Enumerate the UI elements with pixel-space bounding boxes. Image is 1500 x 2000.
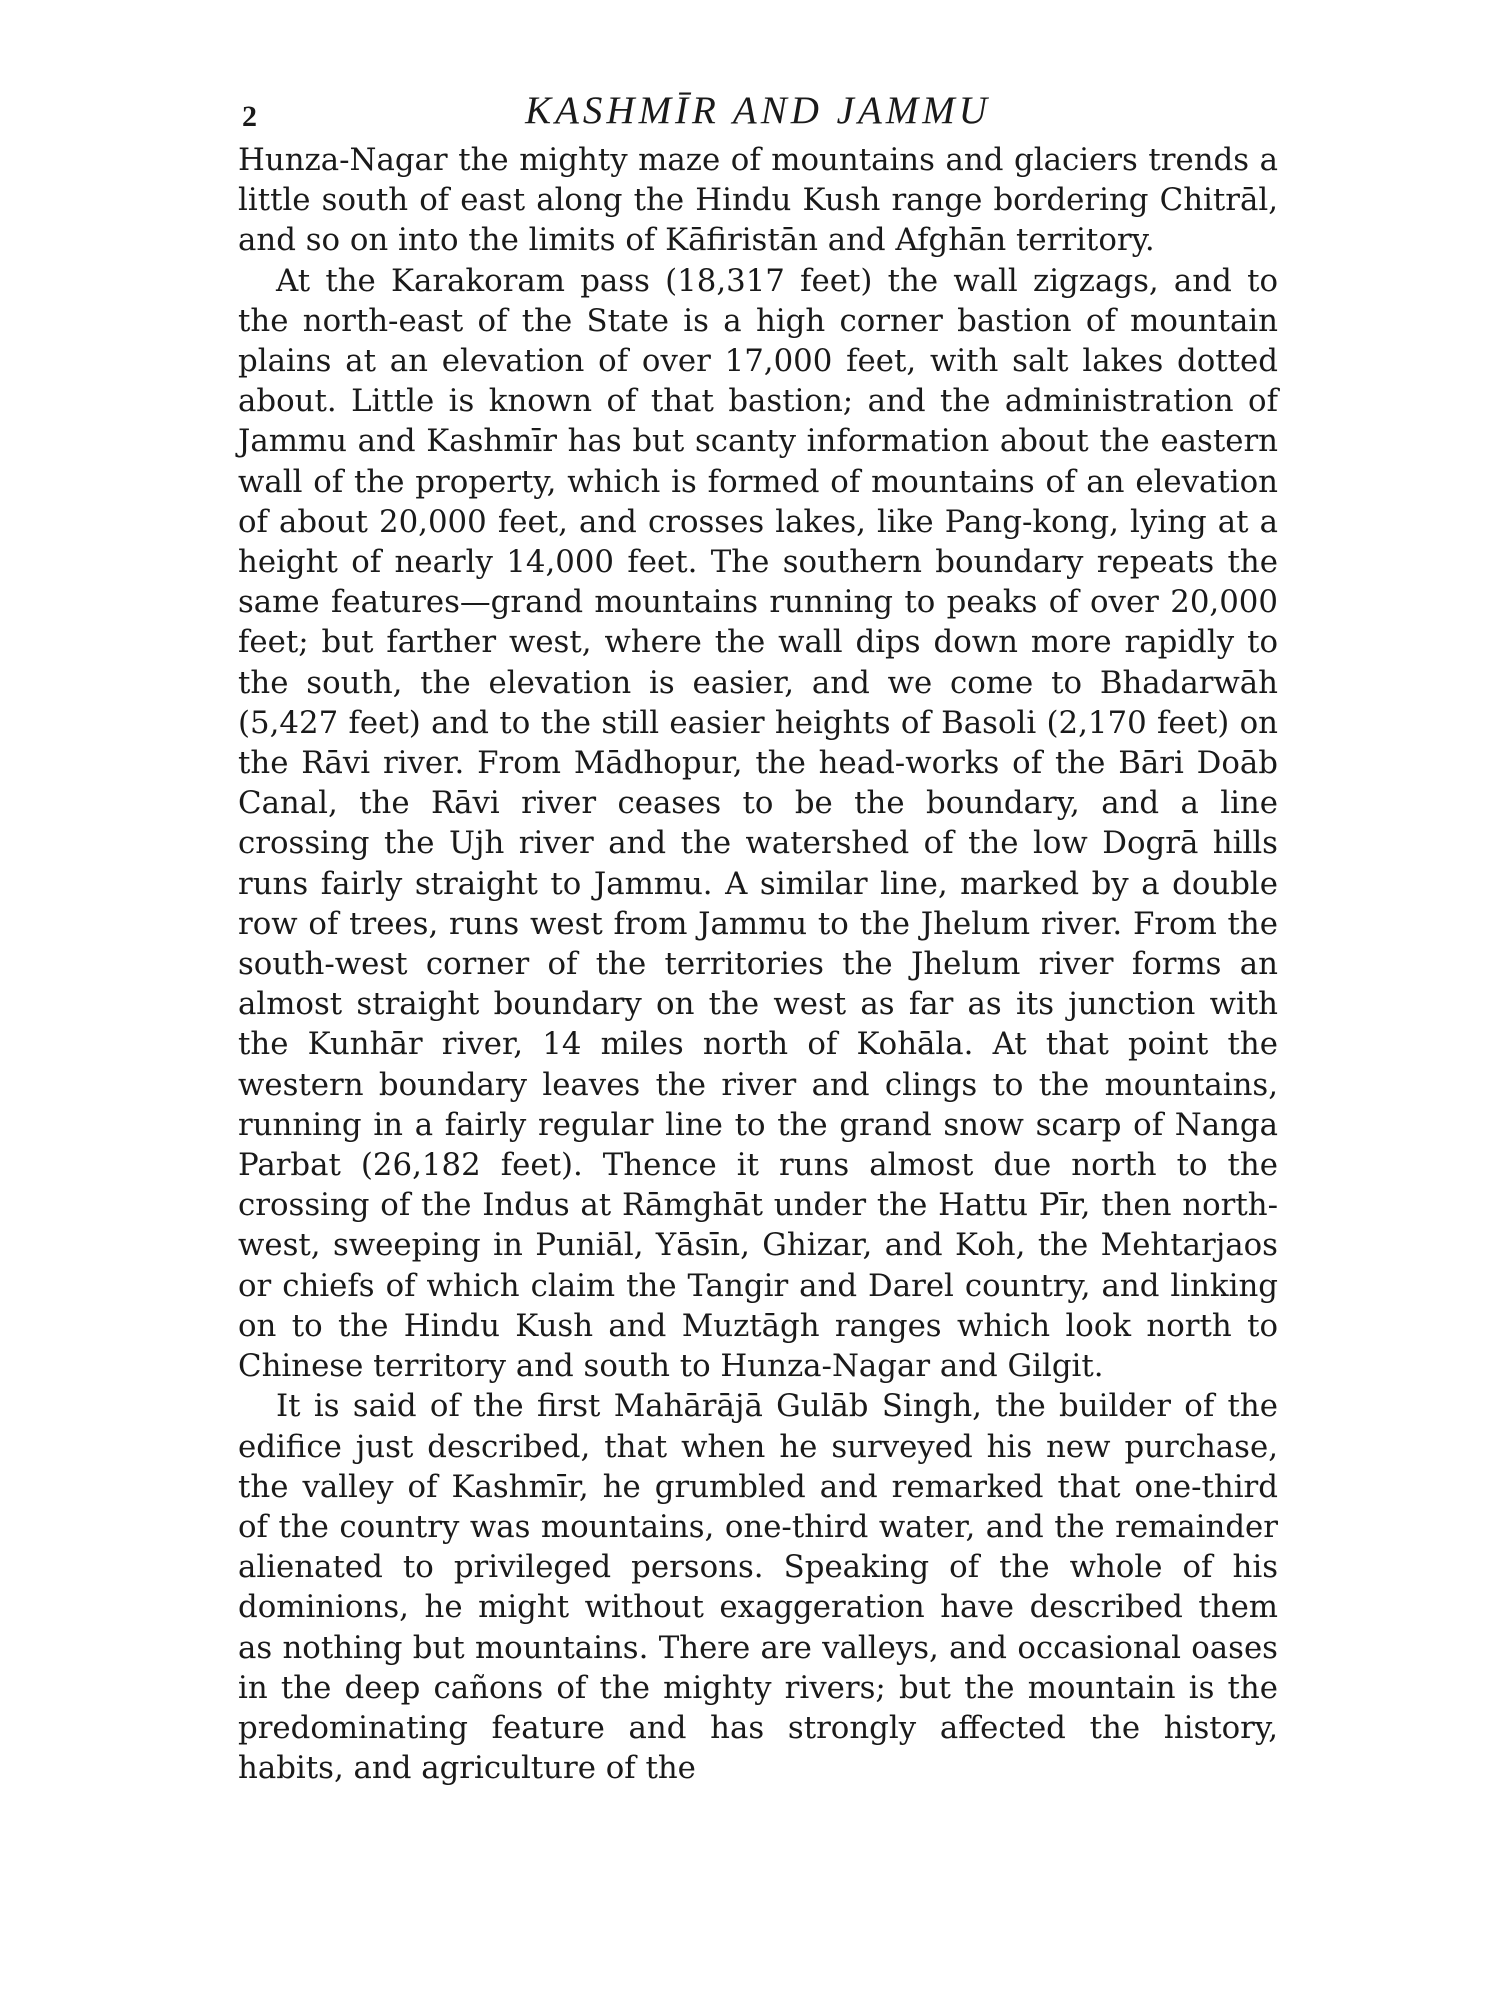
- body-text: [238, 140, 1278, 1788]
- running-head: [238, 80, 1278, 140]
- book-page: [238, 80, 1278, 1788]
- paragraph-gulab-singh: It is said of the first Mahārājā Gulāb Singh, the builder of the edifice just described, that when he surveyed his new purchase, the valley of Kashmīr, he grumbled and remarked that one-third of the country was mountains, one-third water, and the remainder alienated to privileged persons. Speaking of the whole of his dominions, he might without exaggeration have described them as nothing but mountains. There are valleys, and occasional oases in the deep cañons of the mighty rivers; but the mountain is the predominating feature and has strongly affected the history, habits, and agriculture of the: [238, 1388, 1278, 1787]
- page-number: 2: [242, 100, 257, 133]
- running-title: KASHMĪR AND JAMMU: [525, 89, 991, 132]
- paragraph-continued: Hunza-Nagar the mighty maze of mountains and glaciers trends a little south of east along the Hindu Kush range bordering Chitrāl, and so on into the limits of Kāfiristān and Afghān territory.: [238, 142, 1278, 259]
- paragraph-boundaries: At the Karakoram pass (18,317 feet) the wall zigzags, and to the north-east of the State is a high corner bastion of mountain plains at an elevation of over 17,000 feet, with salt lakes dotted about. Little is known of that bastion; and the administration of Jammu and Kashmīr has but scanty information about the eastern wall of the property, which is formed of mountains of an elevation of about 20,000 feet, and crosses lakes, like Pang-kong, lying at a height of nearly 14,000 feet. The southern boundary repeats the same features—grand mountains running to peaks of over 20,000 feet; but farther west, where the wall dips down more rapidly to the south, the elevation is easier, and we come to Bhadarwāh (5,427 feet) and to the still easier heights of Basoli (2,170 feet) on the Rāvi river. From Mādhopur, the head-works of the Bāri Doāb Canal, the Rāvi river ceases to be the boundary, and a line crossing the Ujh river and the watershed of the low Dogrā hills runs fairly straight to Jammu. A similar line, marked by a double row of trees, runs west from Jammu to the Jhelum river. From the south-west corner of the territories the Jhelum river forms an almost straight boundary on the west as far as its junction with the Kunhār river, 14 miles north of Kohāla. At that point the western boundary leaves the river and clings to the mountains, running in a fairly regular line to the grand snow scarp of Nanga Parbat (26,182 feet). Thence it runs almost due north to the crossing of the Indus at Rāmghāt under the Hattu Pīr, then north-west, sweeping in Puniāl, Yāsīn, Ghizar, and Koh, the Mehtarjaos or chiefs of which claim the Tangir and Darel country, and linking on to the Hindu Kush and Muztāgh ranges which look north to Chinese territory and south to Hunza-Nagar and Gilgit.: [238, 262, 1278, 1385]
